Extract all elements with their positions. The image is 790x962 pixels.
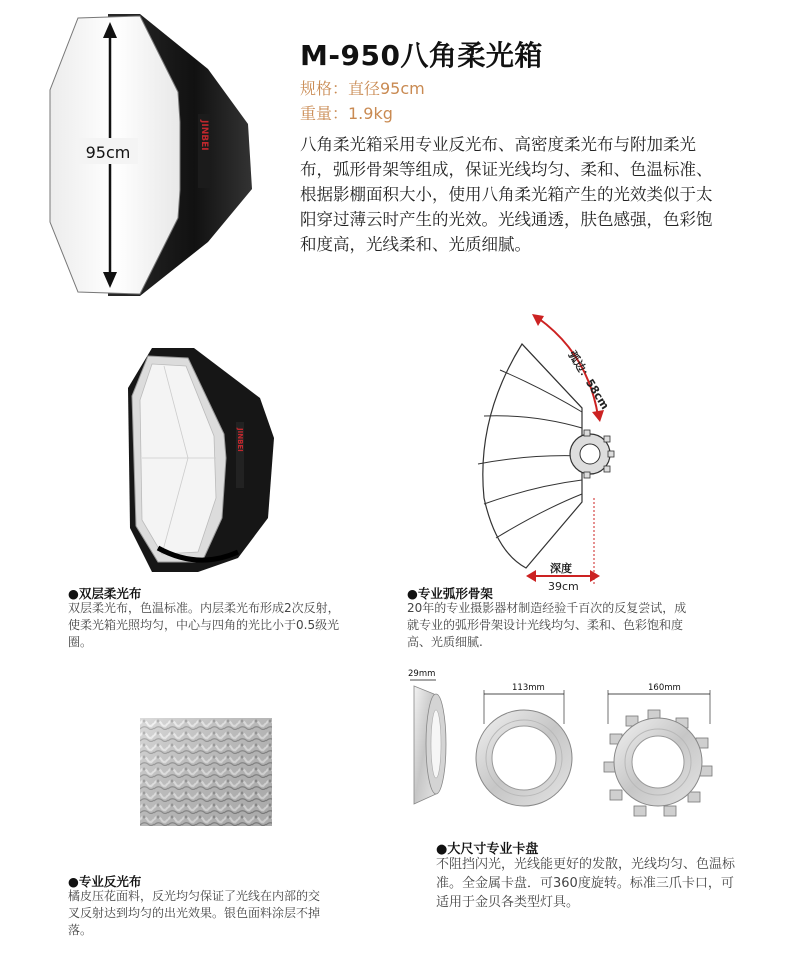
ring-width-label: 29mm [408, 669, 436, 679]
double-brand-logo: JINBEI [236, 428, 244, 452]
product-title: M-950八角柔光箱 [300, 39, 543, 72]
depth-value: 39cm [548, 580, 579, 593]
feature-body-reflective-cloth: 橘皮压花面料，反光均匀保证了光线在内部的交叉反射达到均匀的出光效果。银色面料涂层不掉落。 [68, 889, 321, 937]
reflective-fabric-photo [140, 718, 272, 826]
product-intro: 八角柔光箱采用专业反光布、高密度柔光布与附加柔光布，弧形骨架等组成，保证光线均匀、柔和、色温标准、根据影棚面积大小，使用八角柔光箱产生的光效类似于太阳穿过薄云时产生的光效。光线通透，肤色感强，色彩饱和度高，光线柔和、光质细腻。 [300, 135, 713, 254]
feature-title-arc-frame: ●专业弧形骨架 [407, 586, 493, 601]
ring-diameter-label: 113mm [512, 683, 545, 693]
feature-title-reflective-cloth: ●专业反光布 [68, 874, 142, 889]
mount-diameter-label: 160mm [648, 683, 681, 693]
speed-ring-photo [404, 664, 734, 824]
arc-frame-diagram [470, 308, 620, 593]
feature-title-double-layer: ●双层柔光布 [68, 586, 142, 601]
depth-label: 深度 [550, 562, 572, 575]
spec-weight: 重量：1.9kg [300, 104, 393, 123]
feature-body-speed-ring: 不阻挡闪光，光线能更好的发散，光线均匀、色温标准。全金属卡盘．可360度旋转。标准三爪卡口，可适用于金贝各类型灯具。 [436, 857, 736, 910]
arc-length-label: 弧边：58cm [565, 348, 612, 412]
spec-size: 规格：直径95cm [300, 79, 425, 98]
double-layer-softbox-photo [128, 348, 274, 572]
feature-body-arc-frame: 20年的专业摄影器材制造经验千百次的反复尝试，成就专业的弧形骨架设计光线均匀、柔和、色彩饱和度高、光质细腻. [407, 601, 687, 649]
feature-title-speed-ring: ●大尺寸专业卡盘 [436, 842, 539, 857]
dimension-label: 95cm [85, 143, 131, 162]
brand-logo: JINBEI [199, 120, 209, 151]
octagon-softbox-photo [48, 14, 260, 296]
feature-body-double-layer: 双层柔光布，色温标准。内层柔光布形成2次反射，使柔光箱光照均匀，中心与四角的光比小于0.5级光圈。 [68, 601, 340, 649]
